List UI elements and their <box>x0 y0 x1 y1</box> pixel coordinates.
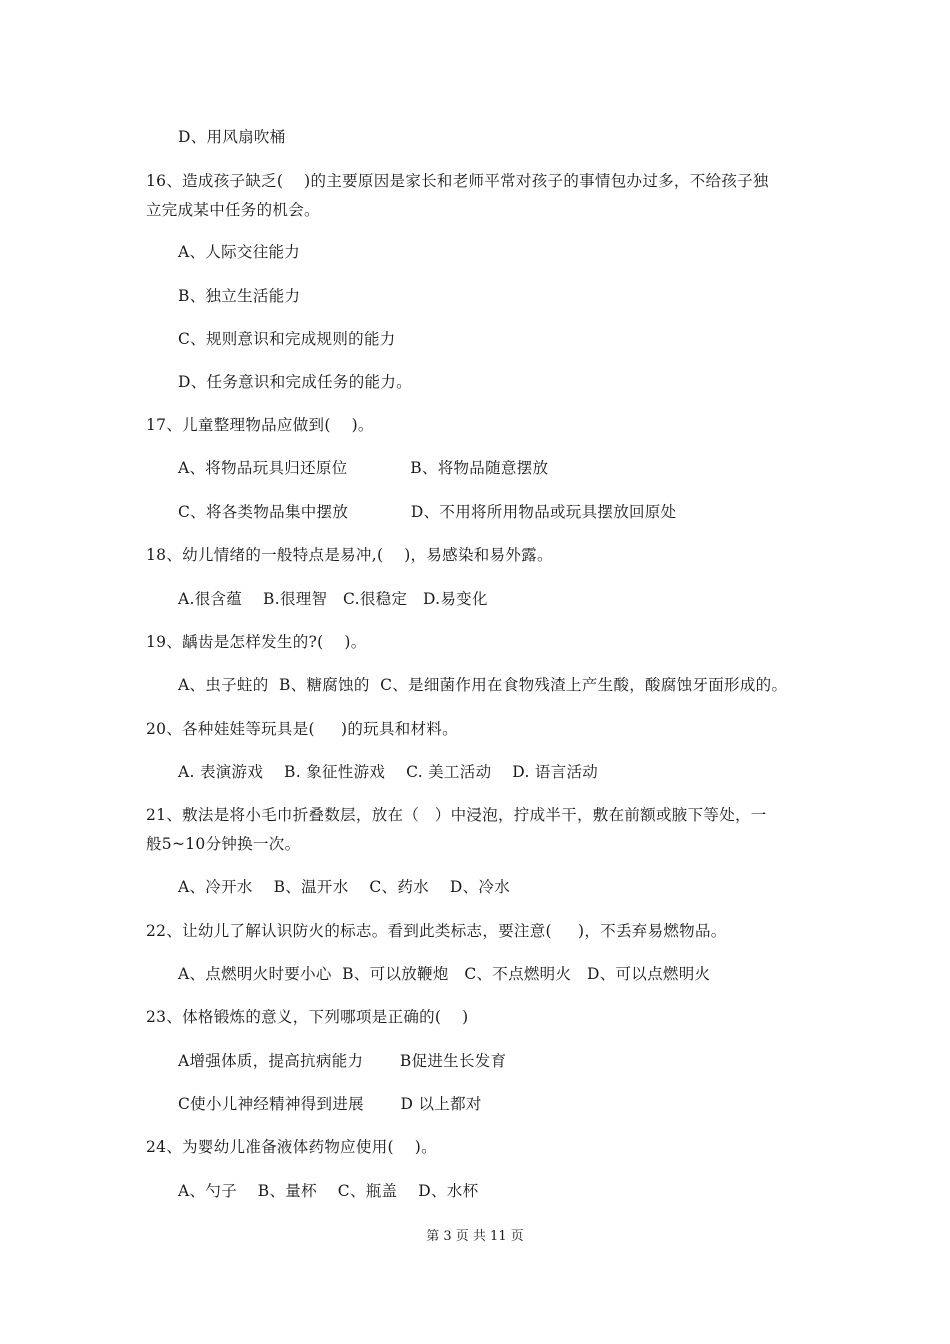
options-20: A. 表演游戏 B. 象征性游戏 C. 美工活动 D. 语言活动 <box>178 763 599 781</box>
question-16-line-2: 立完成某中任务的机会。 <box>146 201 320 219</box>
options-22: A、点燃明火时要小心 B、可以放鞭炮 C、不点燃明火 D、可以点燃明火 <box>178 965 711 983</box>
page-footer: 第 3 页 共 11 页 <box>426 1229 524 1244</box>
question-24: 24、为婴幼儿准备液体药物应使用( )。 <box>146 1138 437 1156</box>
option-16-b: B、独立生活能力 <box>178 287 301 305</box>
options-23-cd: C使小儿神经精神得到进展 D 以上都对 <box>178 1095 482 1113</box>
options-18: A.很含蕴 B.很理智 C.很稳定 D.易变化 <box>178 590 488 608</box>
question-16-line-1: 16、造成孩子缺乏( )的主要原因是家长和老师平常对孩子的事情包办过多，不给孩子独 <box>146 172 769 190</box>
question-21-line-1: 21、敷法是将小毛巾折叠数层，放在（ ）中浸泡，拧成半干，敷在前额或腋下等处，一 <box>146 806 767 824</box>
option-16-a: A、人际交往能力 <box>178 243 301 261</box>
question-23: 23、体格锻炼的意义，下列哪项是正确的( ) <box>146 1008 469 1026</box>
question-21-line-2: 般5~10分钟换一次。 <box>146 835 301 853</box>
question-20: 20、各种娃娃等玩具是( )的玩具和材料。 <box>146 720 458 738</box>
option-16-c: C、规则意识和完成规则的能力 <box>178 330 396 348</box>
question-18: 18、幼儿情绪的一般特点是易冲,( )，易感染和易外露。 <box>146 546 553 564</box>
options-19: A、虫子蛀的 B、糖腐蚀的 C、是细菌作用在食物残渣上产生酸，酸腐蚀牙面形成的。 <box>178 676 788 694</box>
question-17: 17、儿童整理物品应做到( )。 <box>146 416 374 434</box>
options-24: A、勺子 B、量杯 C、瓶盖 D、水杯 <box>178 1182 479 1200</box>
options-17-ab: A、将物品玩具归还原位 B、将物品随意摆放 <box>178 459 549 477</box>
question-22: 22、让幼儿了解认识防火的标志。看到此类标志，要注意( )，不丢弃易燃物品。 <box>146 922 727 940</box>
option-15-d: D、用风扇吹桶 <box>178 128 286 146</box>
options-21: A、冷开水 B、温开水 C、药水 D、冷水 <box>178 878 510 896</box>
question-19: 19、龋齿是怎样发生的?( )。 <box>146 633 367 651</box>
option-16-d: D、任务意识和完成任务的能力。 <box>178 373 412 391</box>
options-23-ab: A增强体质，提高抗病能力 B促进生长发育 <box>178 1052 507 1070</box>
options-17-cd: C、将各类物品集中摆放 D、不用将所用物品或玩具摆放回原处 <box>178 503 677 521</box>
